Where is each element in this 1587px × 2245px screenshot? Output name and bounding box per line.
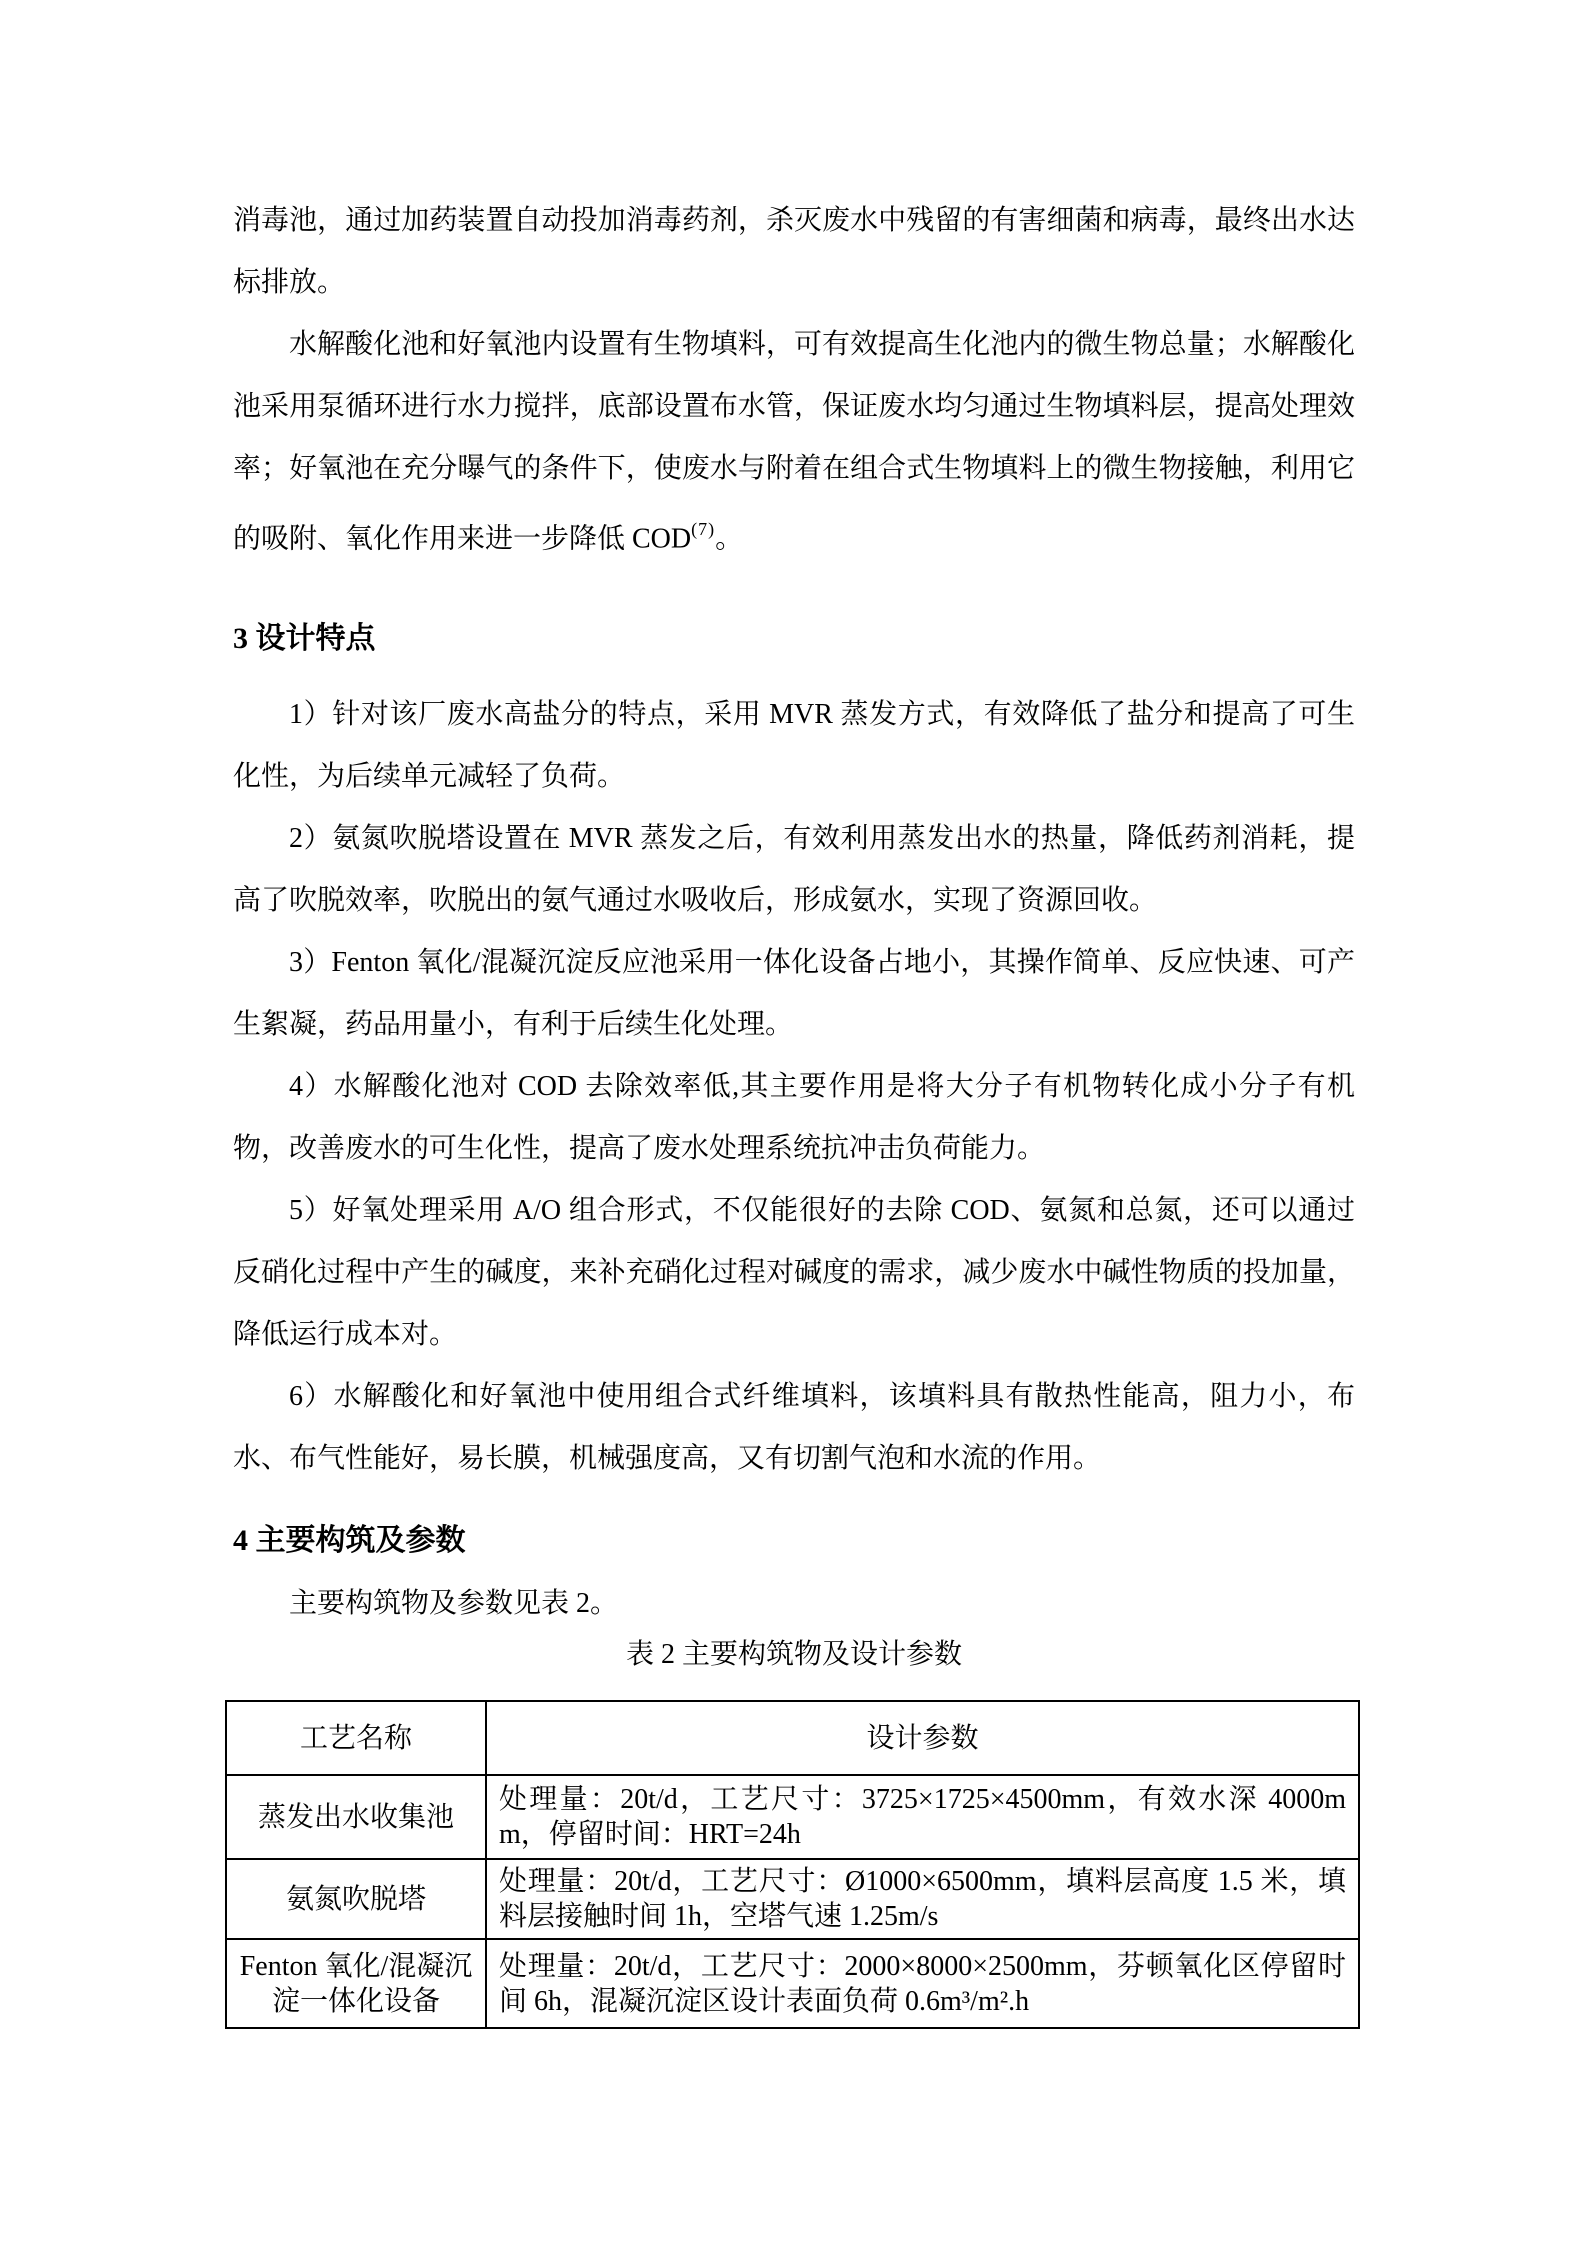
- design-params-cell: 处理量：20t/d，工艺尺寸：2000×8000×2500mm，芬顿氧化区停留时间 6h，混凝沉淀区设计表面负荷 0.6m³/m².h: [486, 1939, 1359, 2028]
- list-item-2: 2）氨氮吹脱塔设置在 MVR 蒸发之后，有效利用蒸发出水的热量，降低药剂消耗，提高了吹脱效率，吹脱出的氨气通过水吸收后，形成氨水，实现了资源回收。: [233, 823, 1355, 917]
- table-intro: 主要构筑物及参数见表 2。: [289, 1588, 619, 1620]
- column-header-process-name: 工艺名称: [226, 1701, 486, 1775]
- column-header-design-params: 设计参数: [486, 1701, 1359, 1775]
- section-heading-4: 4 主要构筑及参数: [233, 1524, 466, 1558]
- table-row: [226, 1775, 1359, 1859]
- process-name-cell: 蒸发出水收集池: [226, 1775, 486, 1859]
- design-params-cell: 处理量：20t/d，工艺尺寸：3725×1725×4500mm，有效水深 4000mm，停留时间：HRT=24h: [486, 1775, 1359, 1859]
- table-caption: 表 2 主要构筑物及设计参数: [625, 1639, 962, 1671]
- list-item-1: 1）针对该厂废水高盐分的特点，采用 MVR 蒸发方式，有效降低了盐分和提高了可生化性，为后续单元减轻了负荷。: [233, 699, 1355, 793]
- paragraph-biofill: [233, 314, 1355, 570]
- paragraph-text: 。: [715, 523, 744, 555]
- table-row: [226, 1939, 1359, 2028]
- list-item-5: 5）好氧处理采用 A/O 组合形式，不仅能很好的去除 COD、氨氮和总氮，还可以通过反硝化过程中产生的碱度，来补充硝化过程对碱度的需求，减少废水中碱性物质的投加量，降低运行成本对。: [233, 1195, 1355, 1351]
- parameters-table: [225, 1700, 1360, 2029]
- footnote-reference: (7): [691, 519, 716, 539]
- table-row: [226, 1859, 1359, 1939]
- table-header-row: [226, 1701, 1359, 1775]
- section-heading-3: 3 设计特点: [233, 622, 376, 656]
- process-name-cell: 氨氮吹脱塔: [226, 1859, 486, 1939]
- paragraph-text: 水解酸化池和好氧池内设置有生物填料，可有效提高生化池内的微生物总量；水解酸化池采用泵循环进行水力搅拌，底部设置布水管，保证废水均匀通过生物填料层，提高处理效率；好氧池在充分曝气的条件下，使废水与附着在组合式生物填料上的微生物接触，利用它的吸附、氧化作用来进一步降低 COD: [233, 329, 1355, 555]
- list-item-3: 3）Fenton 氧化/混凝沉淀反应池采用一体化设备占地小，其操作简单、反应快速、可产生絮凝，药品用量小，有利于后续生化处理。: [233, 947, 1355, 1041]
- paragraph-continuation: 消毒池，通过加药装置自动投加消毒药剂，杀灭废水中残留的有害细菌和病毒，最终出水达标排放。: [233, 205, 1355, 298]
- list-item-6: 6）水解酸化和好氧池中使用组合式纤维填料，该填料具有散热性能高，阻力小，布水、布气性能好，易长膜，机械强度高，又有切割气泡和水流的作用。: [233, 1381, 1355, 1475]
- design-params-cell: 处理量：20t/d，工艺尺寸：Ø1000×6500mm，填料层高度 1.5 米，填料层接触时间 1h，空塔气速 1.25m/s: [486, 1859, 1359, 1939]
- process-name-cell: Fenton 氧化/混凝沉淀一体化设备: [226, 1939, 486, 2028]
- list-item-4: 4）水解酸化池对 COD 去除效率低,其主要作用是将大分子有机物转化成小分子有机物，改善废水的可生化性，提高了废水处理系统抗冲击负荷能力。: [233, 1071, 1355, 1165]
